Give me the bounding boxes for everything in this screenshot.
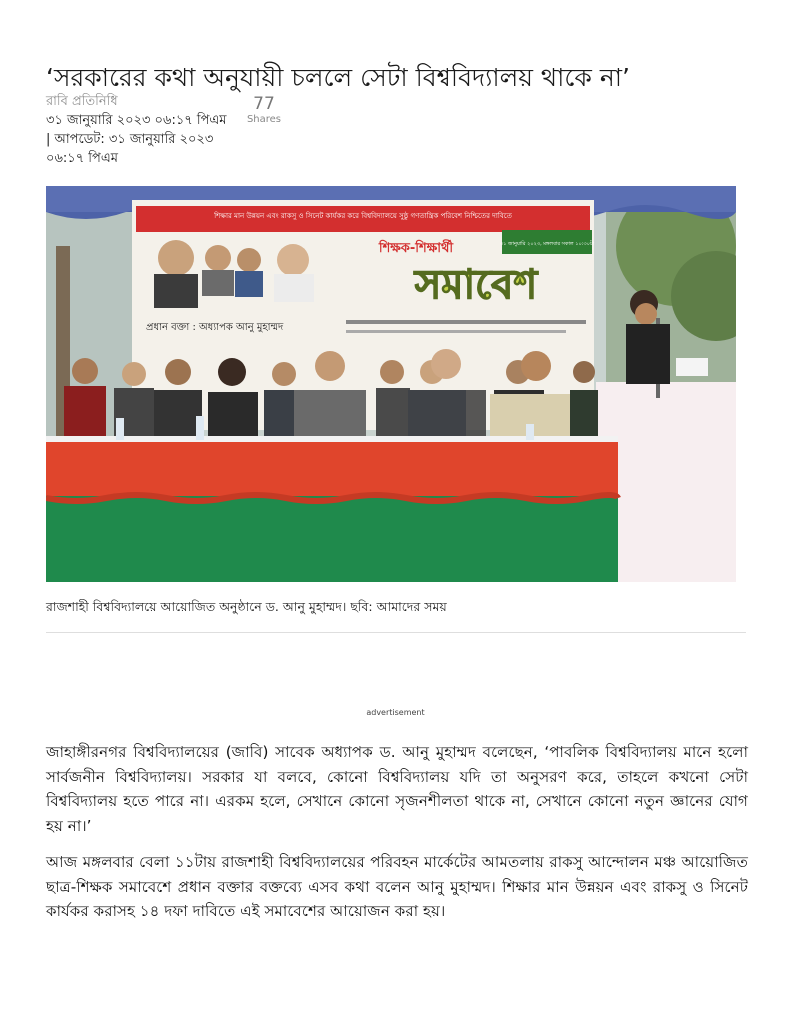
article-paragraph: আজ মঙ্গলবার বেলা ১১টায় রাজশাহী বিশ্ববিদ্যালয়ের পরিবহন মার্কেটের আমতলায় রাকসু আন্দোলন মঞ্চ আয়োজিত ছাত্র-শিক্ষক সমাবেশে প্রধান বক্তার বক্তব্যে এসব কথা বলেন আনু মুহাম্মদ। শিক্ষার মান উন্নয়ন এবং রাকসু ও সিনেট কার্যকর করাসহ ১৪ দফা দাবিতে এই সমাবেশের আয়োজন করা হয়। [46,853,748,920]
banner-chief-speaker: প্রধান বক্তা : অধ্যাপক আনু মুহাম্মদ [146,322,284,333]
byline [46,92,231,168]
share-counter[interactable] [240,94,288,126]
banner-title-small: শিক্ষক-শিক্ষার্থী [378,241,454,256]
photo-caption: রাজশাহী বিশ্ববিদ্যালয়ে আয়োজিত অনুষ্ঠানে ড. আনু মুহাম্মদ। ছবি: আমাদের সময় [46,599,447,614]
banner-title-big: সমাবেশ [414,262,538,308]
article-paragraph: জাহাঙ্গীরনগর বিশ্ববিদ্যালয়ের (জাবি) সাবেক অধ্যাপক ড. আনু মুহাম্মদ বলেছেন, ‘পাবলিক বিশ্ববিদ্যালয় মানে হলো সার্বজনীন বিশ্ববিদ্যালয়। সরকার যা বলবে, কোনো বিশ্ববিদ্যালয় যদি তা অনুসরণ করে, তাহলে কখনো সেটা বিশ্ববিদ্যালয় হতে পারে না। এরকম হলে, সেখানে কোনো সৃজনশীলতা থাকে না, সেখানে কোনো নতুন জ্ঞানের যোগ হয় না।’ [46,743,748,835]
publish-dateline: ৩১ জানুয়ারি ২০২৩ ০৬:১৭ পিএম | আপডেট: ৩১ জানুয়ারি ২০২৩ ০৬:১৭ পিএম [46,113,227,166]
share-count: 77 [253,94,275,114]
caption-divider [46,632,746,633]
banner-top-text: শিক্ষার মান উন্নয়ন এবং রাকসু ও সিনেট কার্যকর করে বিশ্ববিদ্যালয়ে সুষ্ঠু গণতান্ত্রিক পরিবেশ নিশ্চিতের দাবিতে [214,212,512,220]
event-photo-illustration [46,186,736,582]
article-headline: ‘সরকারের কথা অনুযায়ী চললে সেটা বিশ্ববিদ্যালয় থাকে না’ [46,62,630,92]
share-label: Shares [246,114,282,125]
banner-date: ৩১ জানুয়ারি ২০২৩, মঙ্গলবার সকাল ১০:৩০টা [499,241,595,247]
article-photo [46,186,736,582]
reporter-name[interactable]: রাবি প্রতিনিধি [46,94,118,109]
advertisement-label: advertisement [366,708,425,717]
